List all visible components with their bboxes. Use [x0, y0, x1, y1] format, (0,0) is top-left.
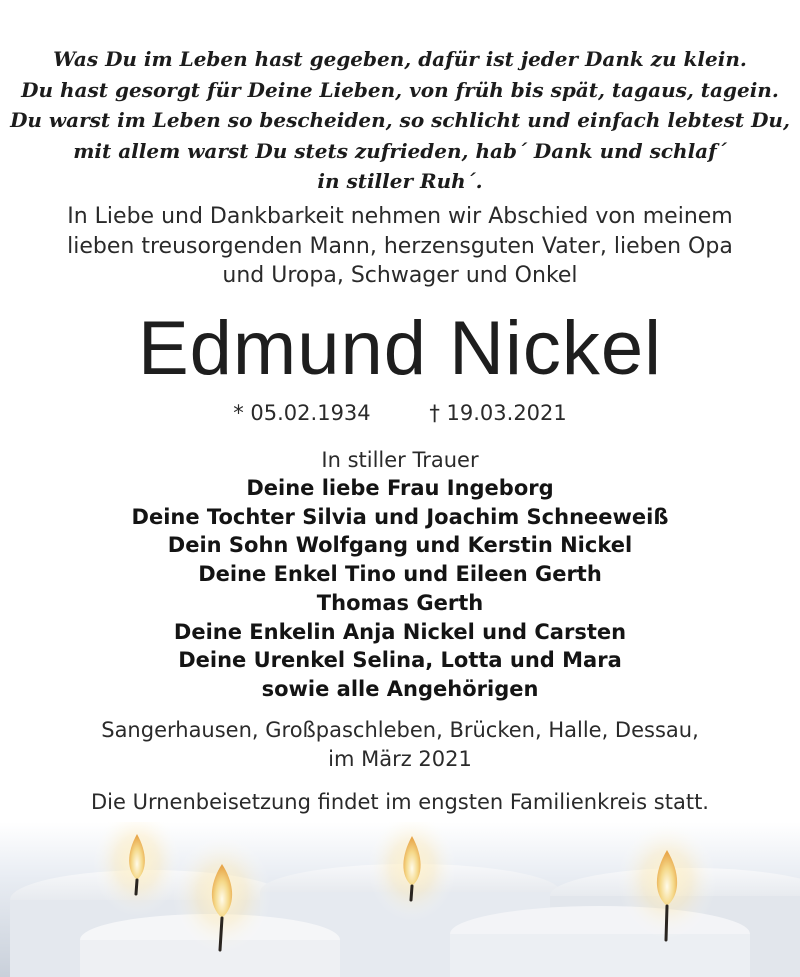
- mourner-line: Dein Sohn Wolfgang und Kerstin Nickel: [167, 533, 633, 558]
- wick: [136, 880, 137, 894]
- place-and-date: [0, 716, 800, 774]
- place-line: Sangerhausen, Großpaschleben, Brücken, Halle, Dessau,: [101, 718, 699, 742]
- birth-date: * 05.02.1934: [233, 401, 371, 425]
- intro-line: In Liebe und Dankbarkeit nehmen wir Abschied von meinem: [67, 204, 733, 229]
- wick: [666, 906, 667, 940]
- mourner-line: Thomas Gerth: [316, 590, 484, 615]
- mourner-line: sowie alle Angehörigen: [261, 676, 539, 701]
- deceased-name: Edmund Nickel: [137, 306, 663, 391]
- candles-image: [0, 822, 800, 977]
- poem: [0, 44, 800, 197]
- place-line: im März 2021: [328, 747, 472, 771]
- burial-note: Die Urnenbeisetzung findet im engsten Familienkreis statt.: [90, 790, 709, 814]
- poem-line: Du hast gesorgt für Deine Lieben, von früh bis spät, tagaus, tagein.: [21, 77, 779, 102]
- intro-text: [0, 202, 800, 291]
- mourners-list: [0, 474, 800, 704]
- wick: [411, 886, 412, 900]
- mourner-line: Deine liebe Frau Ingeborg: [246, 476, 554, 500]
- poem-line: mit allem warst Du stets zufrieden, hab´ Dank und schlaf´: [73, 138, 727, 163]
- mourner-line: Deine Enkelin Anja Nickel und Carsten: [173, 619, 627, 644]
- poem-line: Was Du im Leben hast gegeben, dafür ist jeder Dank zu klein.: [53, 47, 747, 71]
- mourner-line: Deine Tochter Silvia und Joachim Schneeweiß: [131, 504, 669, 529]
- intro-line: lieben treusorgenden Mann, herzensguten Vater, lieben Opa: [67, 233, 733, 259]
- death-date: † 19.03.2021: [429, 401, 567, 425]
- life-dates: [0, 398, 800, 428]
- wick: [220, 918, 222, 950]
- poem-line: in stiller Ruh´.: [317, 169, 483, 193]
- poem-line: Du warst im Leben so bescheiden, so schlicht und einfach lebtest Du,: [10, 108, 790, 132]
- mourning-heading: In stiller Trauer: [321, 448, 479, 472]
- candle-front-right-body: [450, 934, 750, 977]
- mourner-line: Deine Urenkel Selina, Lotta und Mara: [178, 648, 622, 673]
- intro-line: und Uropa, Schwager und Onkel: [222, 263, 578, 288]
- mourner-line: Deine Enkel Tino und Eileen Gerth: [198, 562, 602, 587]
